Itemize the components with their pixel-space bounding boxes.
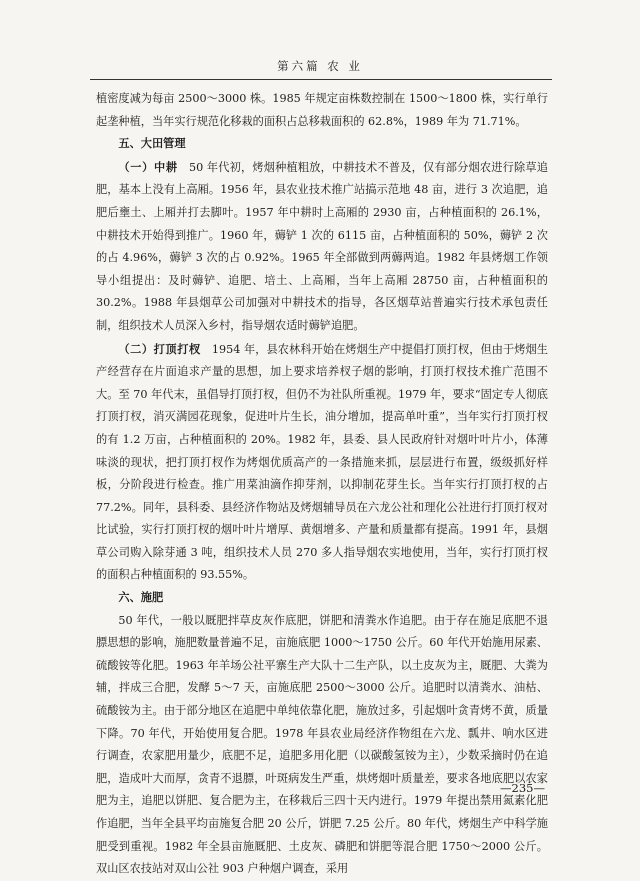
subsection-heading: （二）打顶打杈 (118, 341, 201, 356)
paragraph (96, 156, 548, 338)
running-header: 第六篇 农 业 (277, 59, 363, 73)
section-heading: 五、大田管理 (118, 137, 186, 151)
page-number: —235— (500, 781, 545, 795)
paragraph-text: 50 年代初，烤烟种植粗放，中耕技术不普及，仅有部分烟农进行除草追肥，基本上没有上高厢。1956 年，县农业技术推广站搞示范地 48 亩，进行 3 次追肥，追肥后壅土、上厢并打去脚叶。1957 年中耕时上高厢的 2930 亩，占种植面积的 26.1%，中耕技术开始得到推广。1960 年，薅铲 1 次的 6115 亩，占种植面积的 50%，薅铲 2 次的占 4.96%，薅铲 3 次的占 0.92%。1965 年全部做到两薅两追。1982 年县烤烟工作领导小组提出：及时薅铲、追肥、培土、上高厢，当年上高厢 28750 亩，占种植面积的 30.2%。1988 年县烟草公司加强对中耕技术的指导，各区烟草站普遍实行技术承包责任制，组织技术人员深入乡村，指导烟农适时薅铲追肥。 (96, 160, 548, 332)
header-rule (90, 79, 552, 80)
paragraph-text: 1954 年，县农林科开始在烤烟生产中提倡打顶打杈，但由于烤烟生产经营存在片面追求产量的思想，加上要求培养杈子烟的影响，打顶打杈技术推广范围不大。至 70 年代末，虽倡导打顶打杈，但仍不为社队所重视。1979 年，要求“固定专人彻底打顶打杈，消灭满园花现象，促进叶片生长，油分增加，提高单叶重”，当年实行打顶打杈的有 1.2 万亩，占种植面积的 20%。1982 年，县委、县人民政府针对烟叶叶片小，体薄味淡的现状，把打顶打杈作为烤烟优质高产的一条措施来抓，层层进行布置，级级抓好样板，分阶段进行检查。推广用菜油滴作抑芽剂，以抑制花芽生长。当年实行打顶打杈的占 77.2%。同年，县科委、县经济作物站及烤烟辅导员在六龙公社和理化公社进行打顶打杈对比试验，实行打顶打杈的烟叶叶片增厚、黄烟增多、产量和质量都有提高。1991 年，县烟草公司购入除芽通 3 吨，组织技术人员 270 多人指导烟农实地使用，当年，实行打顶打杈的面积占种植面积的 93.55%。 (96, 342, 548, 582)
body-text (96, 88, 548, 881)
subsection-heading: （一）中耕 (118, 159, 178, 174)
paragraph: 植密度减为每亩 2500～3000 株。1985 年规定亩株数控制在 1500～1800 株，实行单行起垄种植，当年实行规范化移栽的面积占总移栽面积的 62.8%，1989 年为 71.71%。 (96, 92, 548, 128)
section-heading: 六、施肥 (118, 591, 164, 605)
paragraph (96, 338, 548, 588)
paragraph: 50 年代，一般以厩肥拌草皮灰作底肥，饼肥和清粪水作追肥。由于存在施足底肥不退膘思想的影响，施肥数量普遍不足，亩施底肥 1000～1750 公斤。60 年代开始施用尿素、硫酸铵等化肥。1963 年羊场公社平寨生产大队十二生产队，以土皮灰为主，厩肥、大粪为辅，拌成三合肥，发酵 5～7 天，亩施底肥 2500～3000 公斤。追肥时以清粪水、油枯、硫酸铵为主。由于部分地区在追肥中单纯依靠化肥，施放过多，引起烟叶贪青烤不黄，质量下降。70 年代，开始使用复合肥。1978 年县农业局经济作物组在六龙、瓢井、响水区进行调查，农家肥用量少，底肥不足，追肥多用化肥（以碳酸氢铵为主），少数采摘时仍在追肥，造成叶大而厚，贪青不退膘，叶斑病发生严重，烘烤烟叶质量差，要求各地底肥以农家肥为主，追肥以饼肥、复合肥为主，在移栽后三四十天内进行。1979 年提出禁用氮素化肥作追肥，当年全县平均亩施复合肥 20 公斤，饼肥 7.25 公斤。80 年代，烤烟生产中科学施肥受到重视。1982 年全县亩施厩肥、土皮灰、磷肥和饼肥等混合肥 1750～2000 公斤。双山区农技站对双山公社 903 户种烟户调查，采用 (96, 613, 548, 876)
